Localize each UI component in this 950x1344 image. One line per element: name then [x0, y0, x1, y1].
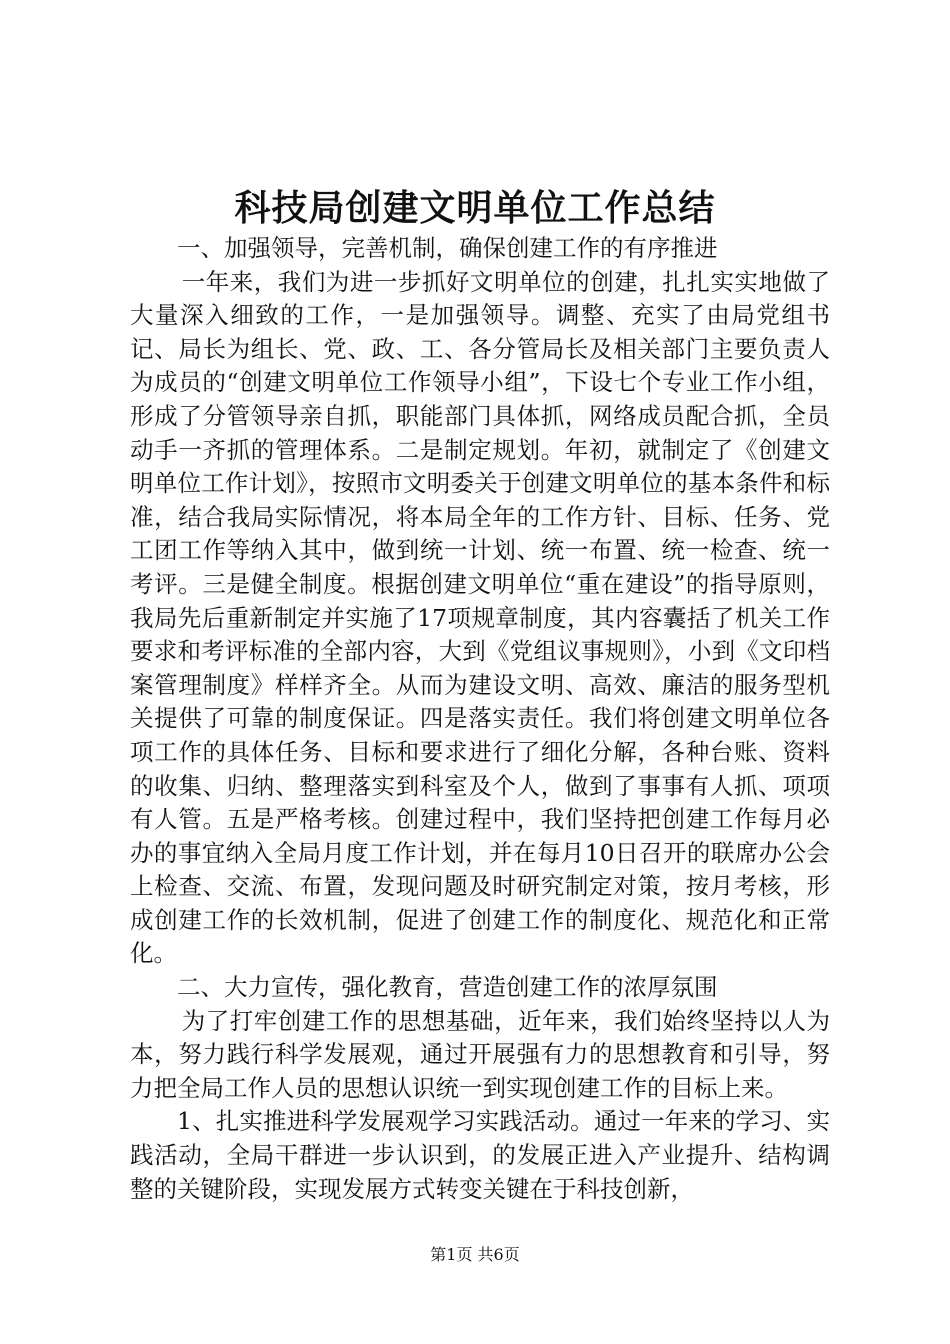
paragraph-2: 为了打牢创建工作的思想基础，近年来，我们始终坚持以人为本，努力践行科学发展观，通过开展强有力的思想教育和引导，努力把全局工作人员的思想认识统一到实现创建工作的目标上来。	[130, 1006, 830, 1102]
paragraph-1: 一年来，我们为进一步抓好文明单位的创建，扎扎实实地做了大量深入细致的工作，一是加强领导。调整、充实了由局党组书记、局长为组长、党、政、工、各分管局长及相关部门主要负责人为成员的“创建文明单位工作领导小组”，下设七个专业工作小组，形成了分管领导亲自抓，职能部门具体抓，网络成员配合抓，全员动手一齐抓的管理体系。二是制定规划。年初，就制定了《创建文明单位工作计划》，按照市文明委关于创建文明单位的基本条件和标准，结合我局实际情况，将本局全年的工作方针、目标、任务、党工团工作等纳入其中，做到统一计划、统一布置、统一检查、统一考评。三是健全制度。根据创建文明单位“重在建设”的指导原则，我局先后重新制定并实施了17项规章制度，其内容囊括了机关工作要求和考评标准的全部内容，大到《党组议事规则》，小到《文印档案管理制度》样样齐全。从而为建设文明、高效、廉洁的服务型机关提供了可靠的制度保证。四是落实责任。我们将创建文明单位各项工作的具体任务、目标和要求进行了细化分解，各种台账、资料的收集、归纳、整理落实到科室及个人，做到了事事有人抓、项项有人管。五是严格考核。创建过程中，我们坚持把创建工作每月必办的事宜纳入全局月度工作计划，并在每月10日召开的联席办公会上检查、交流、布置，发现问题及时研究制定对策，按月考核，形成创建工作的长效机制，促进了创建工作的制度化、规范化和正常化。	[130, 267, 830, 968]
page-footer: 第1页 共6页	[430, 1245, 520, 1264]
document-body	[130, 232, 830, 1206]
section-heading-2: 二、大力宣传，强化教育，营造创建工作的浓厚氛围	[177, 973, 718, 1002]
section-heading-1: 一、加强领导，完善机制，确保创建工作的有序推进	[177, 234, 718, 262]
document-title: 科技局创建文明单位工作总结	[234, 187, 716, 229]
paragraph-3: 1、扎实推进科学发展观学习实践活动。通过一年来的学习、实践活动，全局干群进一步认识到，的发展正进入产业提升、结构调整的关键阶段，实现发展方式转变关键在于科技创新，	[130, 1107, 830, 1203]
